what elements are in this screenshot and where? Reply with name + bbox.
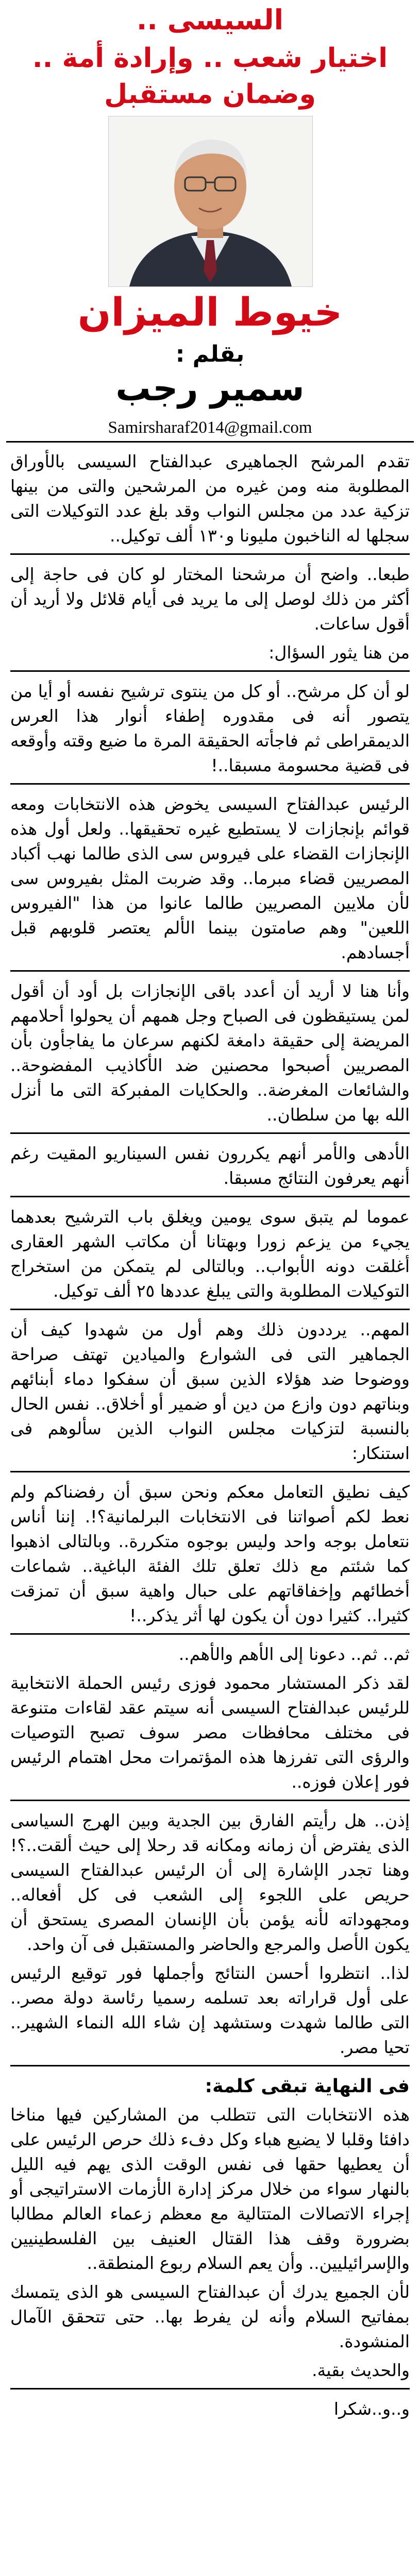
divider xyxy=(10,970,410,972)
paragraph: كيف نطيق التعامل معكم ونحن سبق أن رفضناكم ولم نعط لكم أصواتنا فى الانتخابات البرلمانية؟!. إننا أناس نتعامل بوجه واحد وليس بوجوه متكررة.. وبالتالى اذهبوا كما شئتم مع ذلك تعلق تلك الفئة الباغية.. شماعات أخطائهم وإخفاقاتهم على حبال واهية سبق أن تمزقت كثيرا.. كثيرا دون أن يكون لها أثر يذكر..! xyxy=(10,1482,410,1625)
divider xyxy=(10,2065,410,2066)
byline-label: بقلم : xyxy=(175,341,245,367)
author-photo xyxy=(108,116,313,287)
article-body xyxy=(10,449,410,2421)
sign-off: و..و..شكرا xyxy=(333,2399,410,2419)
paragraph: الأدهى والأمر أنهم يكررون نفس السيناريو المقيت رغم أنهم يعرفون النتائج مسبقا. xyxy=(10,1143,410,1188)
divider xyxy=(10,1471,410,1472)
divider xyxy=(10,783,410,785)
headline-line-2: اختيار شعب .. وإرادة أمة .. xyxy=(32,43,388,74)
headline-line-1: السيسى .. xyxy=(15,3,405,37)
paragraph: ثم.. ثم.. دعونا إلى الأهم والأهم.. xyxy=(178,1644,410,1664)
paragraph: هذه الانتخابات التى تتطلب من المشاركين فيها مناخا دافئا وقلبا لا يضيع هباء وكل دفء ذلك حرص الرئيس على أن يعطيها حقها فى نفس الوقت الذى يهم فيه الليل بالنهار سواء من خلال مركز إدارة الأزمات الاستراتيجى أو إجراء الاتصالات المتتالية مع معظم زعماء العالم مطالبا بضرورة وقف هذا القتال العنيف بين الفلسطينيين والإسرائيليين.. وأن يعم السلام ربوع المنطقة.. xyxy=(10,2105,410,2273)
header-divider xyxy=(6,441,414,443)
divider xyxy=(10,2388,410,2389)
divider xyxy=(10,1196,410,1197)
divider xyxy=(10,1800,410,1801)
paragraph: من هنا يثور السؤال: xyxy=(268,642,410,663)
paragraph: إذن.. هل رأيتم الفارق بين الجدية وبين الهرج السياسى الذى يفترض أن زمانه ومكانه قد رحلا إلى حيث ألقت..؟! وهنا تجدر الإشارة إلى أن الرئيس عبدالفتاح السيسى حريص على اللجوء إلى الشعب فى كل أفعاله.. ومجهوداته لأنه يؤمن بأن الإنسان المصرى يستحق أن يكون الأصل والمرجع والحاضر والمستقبل فى آن واحد. xyxy=(10,1810,410,1954)
author-portrait-image xyxy=(109,116,312,286)
paragraph: المهم.. يرددون ذلك وهم أول من شهدوا كيف أن الجماهير التى فى الشوارع والميادين تهتف صراحة ووضوحا ضد هؤلاء الذين سبق أن سفكوا دماء أبنائهم وبناتهم دون وازع من دين أو ضمير أو أخلاق.. نفس الحال بالنسبة لتزكيات مجلس النواب الذين سألوهم فى استنكار: xyxy=(10,1319,410,1463)
author-name: سمير رجب xyxy=(115,368,305,409)
paragraph: لو أن كل مرشح.. أو كل من ينتوى ترشيح نفسه أو أيا من يتصور أنه فى مقدوره إطفاء أنوار هذا العرس الديمقراطى ثم فاجأته الحقيقة المرة ما ضيع وقته وأوقعه فى قضية محسومة مسبقا..! xyxy=(10,681,410,775)
divider xyxy=(10,553,410,555)
paragraph: عموما لم يتبق سوى يومين ويغلق باب الترشيح بعدهما يجيء من يزعم زورا وبهتانا أن مكاتب الشهر العقارى أغلقت دونه الأبواب.. وبالتالى لم يتمكن من استخراج التوكيلات المطلوبة والتى يبلغ عددها ٢٥ ألف توكيل. xyxy=(10,1207,410,1301)
paragraph: لذا.. انتظروا أحسن النتائج وأجملها فور توقيع الرئيس على أول قراراته بعد تسلمه رسميا رئاسة دولة مصر.. التى طالما شهدت وستشهد إن شاء الله النماء الشهير.. تحيا مصر. xyxy=(10,1963,410,2057)
divider xyxy=(10,1309,410,1310)
column-title: خيوط الميزان xyxy=(77,289,343,335)
paragraph: طبعا.. واضح أن مرشحنا المختار لو كان فى حاجة إلى أكثر من ذلك لوصل إلى ما يريد فى أيام قلائل ولا أريد أن أقول ساعات. xyxy=(10,564,410,634)
paragraph: الرئيس عبدالفتاح السيسى يخوض هذه الانتخابات ومعه قوائم بإنجازات لا يستطيع غيره تحقيقها.. ولعل أول هذه الإنجازات القضاء على فيروس سى الذى طالما نهب أكباد المصريين قضاء مبرما.. وقد ضربت المثل بفيروس سى لأن ملايين المصريين طالما عانوا من هذا "الفيروس اللعين" وهم صامتون بينما الألم يعتصر قلوبهم قبل أجسادهم. xyxy=(10,794,410,962)
headline-line-3: وضمان مستقبل xyxy=(104,79,316,110)
paragraph: لأن الجميع يدرك أن عبدالفتاح السيسى هو الذى يتمسك بمفاتيح السلام وأنه لن يفرط بها.. حتى تتحقق الآمال المنشودة. xyxy=(10,2282,410,2351)
paragraph: وأنا هنا لا أريد أن أعدد باقى الإنجازات بل أود أن أقول لمن يستيقظون فى الصباح وجل همهم أن يحولوا أحلامهم المريضة إلى حقيقة دامغة لكنهم سرعان ما يفاجأون بأن المصريين أصبحوا محصنين ضد الأكاذيب المفضوحة.. والشائعات المغرضة.. والحكايات المفبركة التى ما أنزل الله بها من سلطان.. xyxy=(10,981,410,1125)
author-email: Samirsharaf2014@gmail.com xyxy=(108,418,312,437)
divider xyxy=(10,1132,410,1134)
paragraph: تقدم المرشح الجماهيرى عبدالفتاح السيسى بالأوراق المطلوبة منه ومن غيره من المرشحين والتى من بينها تزكية عدد من مجلس النواب وقد بلغ عدد التوكيلات التى سجلها له الناخبون مليونا و١٣٠ ألف توكيل.. xyxy=(10,451,410,546)
paragraph: لقد ذكر المستشار محمود فوزى رئيس الحملة الانتخابية للرئيس عبدالفتاح السيسى أنه سيتم عقد لقاءات متنوعة فى مختلف محافظات مصر سوف تصبح التوصيات والرؤى التى تفرزها هذه المؤتمرات محل اهتمام الرئيس فور إعلان فوزه.. xyxy=(10,1673,410,1792)
paragraph: والحديث بقية. xyxy=(312,2360,410,2380)
column-header xyxy=(0,0,420,437)
divider xyxy=(10,670,410,672)
divider xyxy=(10,1633,410,1635)
closing-subheading: فى النهاية تبقى كلمة: xyxy=(205,2076,410,2097)
